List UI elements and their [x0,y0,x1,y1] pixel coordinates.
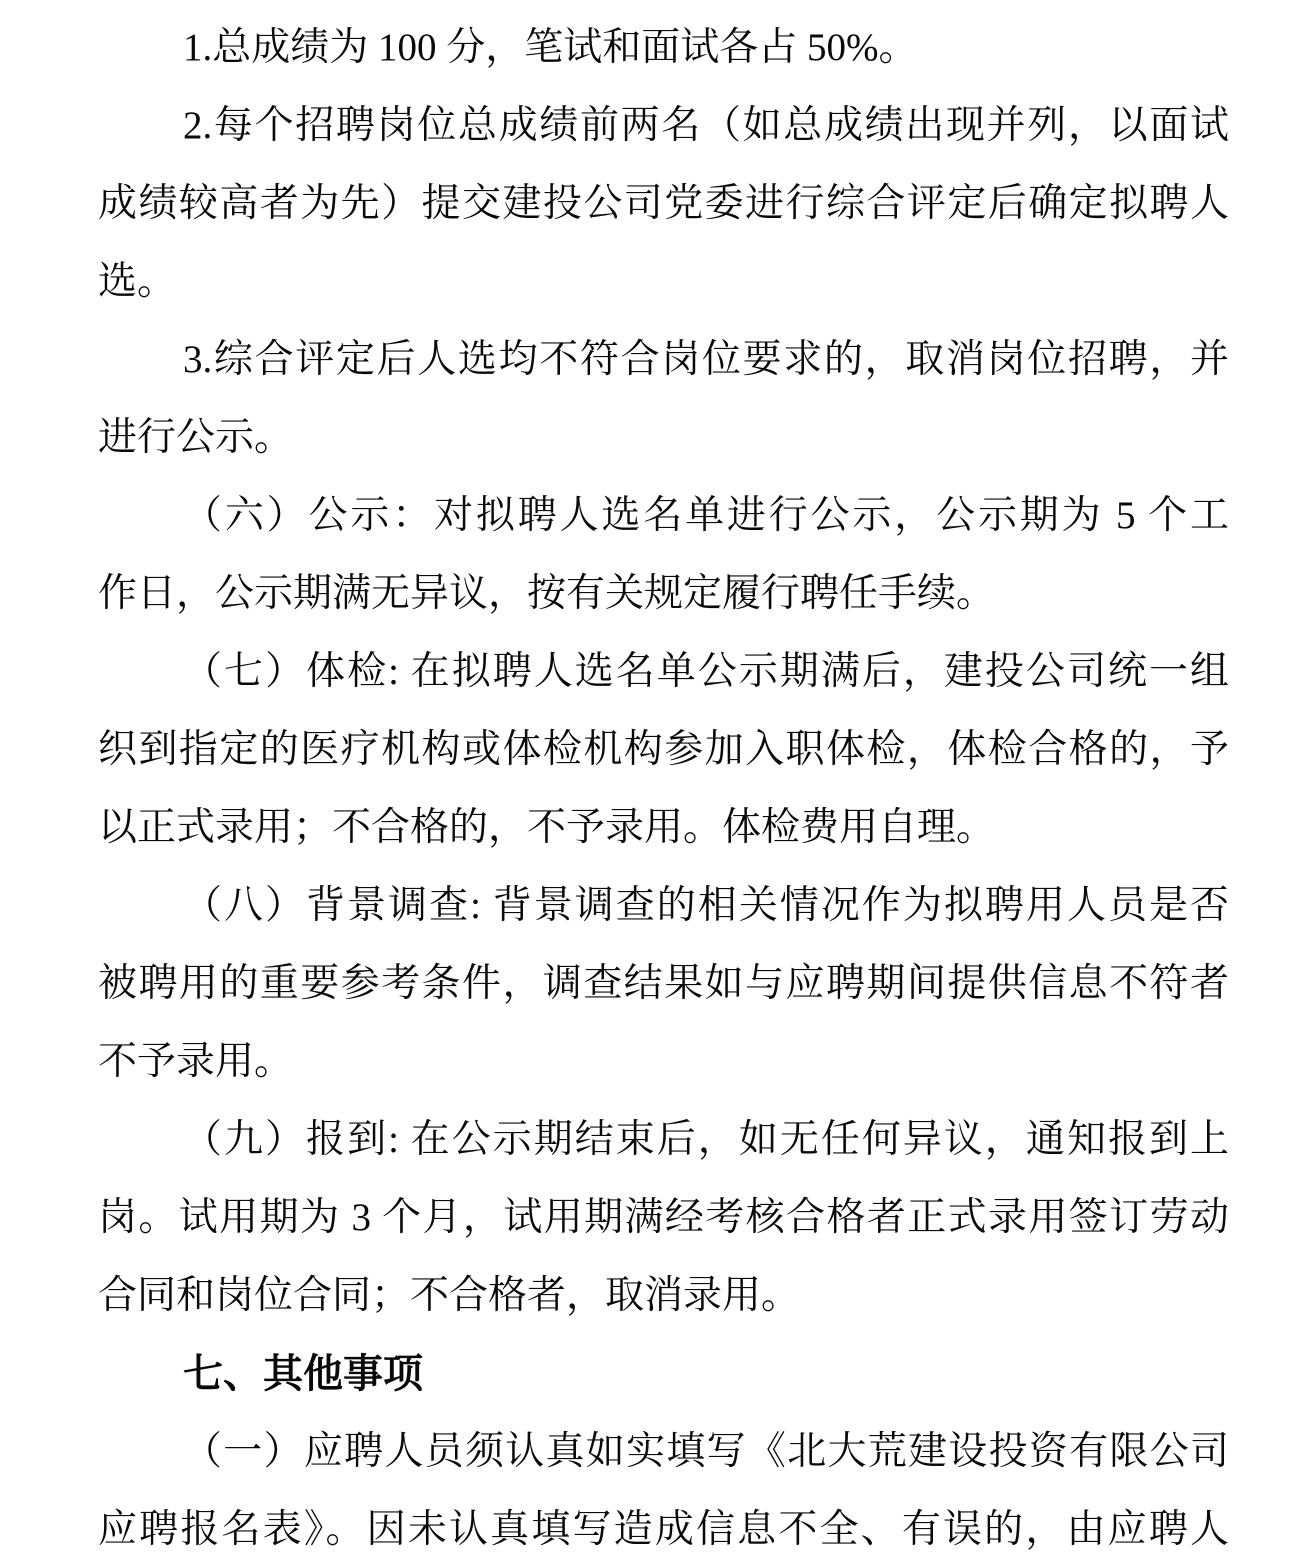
text-line: 进行公示。 [98,416,294,459]
text-line: 以正式录用；不合格的，不予录用。体检费用自理。 [98,806,996,849]
text-line: （六）公示：对拟聘人选名单进行公示，公示期为 5 个工 [183,494,1229,537]
text-line: （八）背景调查: 背景调查的相关情况作为拟聘用人员是否 [183,884,1229,927]
section-heading: 七、其他事项 [183,1352,423,1396]
text-line: 织到指定的医疗机构或体检机构参加入职体检，体检合格的，予 [98,728,1229,771]
text-line: 2.每个招聘岗位总成绩前两名（如总成绩出现并列，以面试 [183,104,1229,147]
text-line: 不予录用。 [98,1040,294,1083]
text-line: 选。 [98,260,177,303]
text-line: 岗。试用期为 3 个月，试用期满经考核合格者正式录用签订劳动 [98,1196,1229,1239]
text-line: （九）报到: 在公示期结束后，如无任何异议，通知报到上 [183,1118,1229,1161]
text-line: 3.综合评定后人选均不符合岗位要求的，取消岗位招聘，并 [183,338,1229,381]
text-line: 合同和岗位合同；不合格者，取消录用。 [98,1274,801,1317]
text-line: 1.总成绩为 100 分，笔试和面试各占 50%。 [183,26,918,69]
text-line: （一）应聘人员须认真如实填写《北大荒建设投资有限公司 [183,1430,1229,1473]
text-line: 作日，公示期满无异议，按有关规定履行聘任手续。 [98,572,996,615]
text-line: 被聘用的重要参考条件，调查结果如与应聘期间提供信息不符者 [98,962,1229,1005]
text-line: 成绩较高者为先）提交建投公司党委进行综合评定后确定拟聘人 [98,182,1229,225]
text-line: （七）体检: 在拟聘人选名单公示期满后，建投公司统一组 [183,650,1229,693]
text-line: 应聘报名表》。因未认真填写造成信息不全、有误的，由应聘人 [98,1508,1229,1551]
